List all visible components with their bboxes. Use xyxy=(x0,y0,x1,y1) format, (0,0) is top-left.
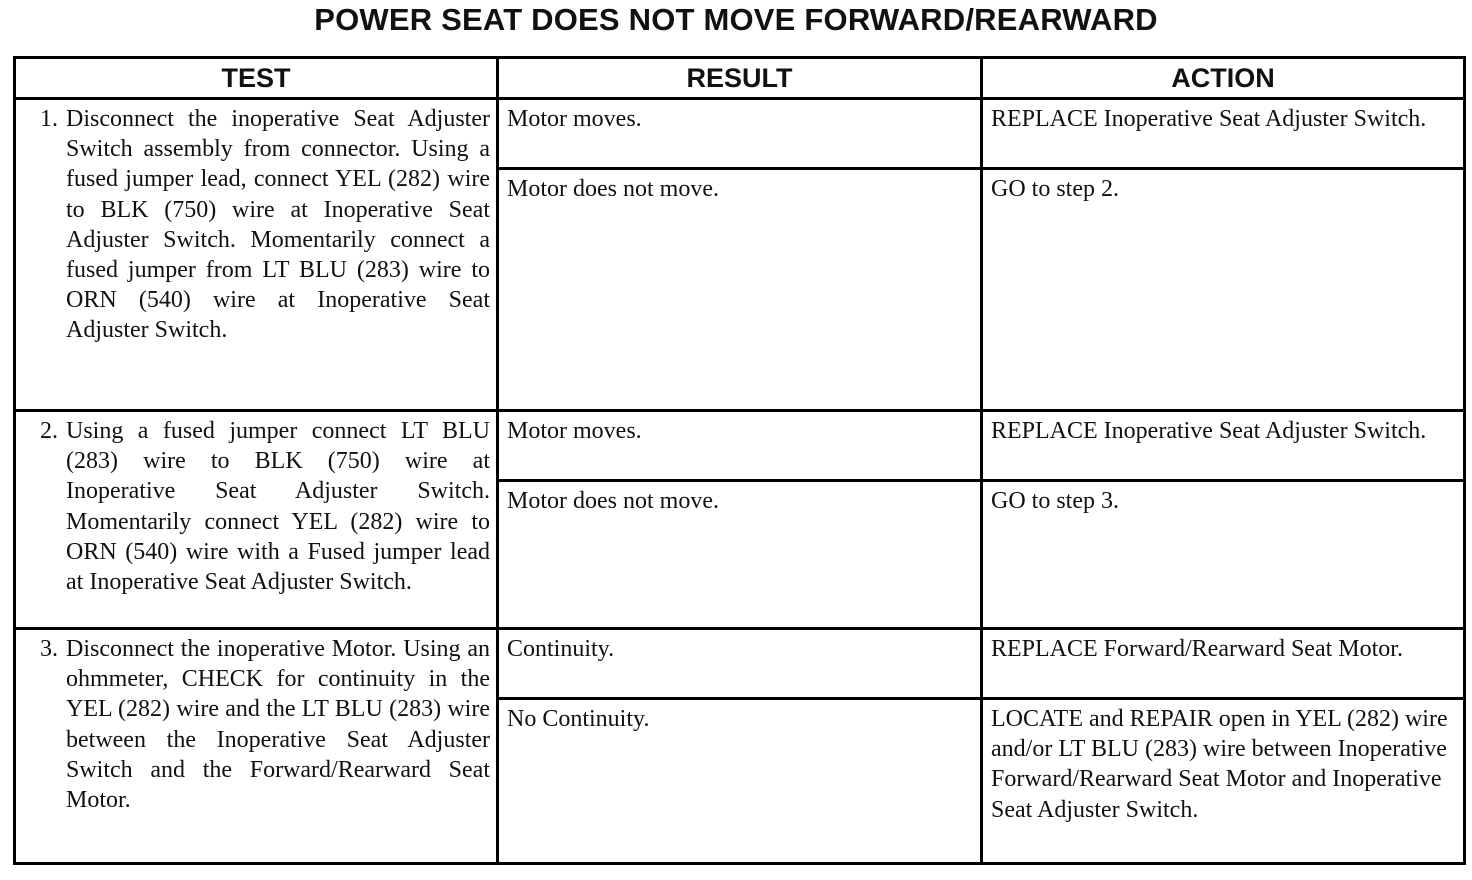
result-cell: Motor does not move. xyxy=(498,169,982,411)
result-cell: Motor does not move. xyxy=(498,481,982,629)
test-text: Using a fused jumper connect LT BLU (283) wire to BLK (750) wire at Inoperative Seat Adjuster Switch. Momentarily connect YEL (282) wire to ORN (540) wire with a Fused jumper lead at Inoperative Seat Adjuster Switch. xyxy=(66,418,490,596)
header-action: ACTION xyxy=(982,58,1465,99)
table-row xyxy=(15,99,1465,169)
result-cell: Motor moves. xyxy=(498,99,982,169)
test-cell xyxy=(15,99,498,411)
action-cell: LOCATE and REPAIR open in YEL (282) wire and/or LT BLU (283) wire between Inoperative Forward/Rearward Seat Motor and Inoperative Seat Adjuster Switch. xyxy=(982,699,1465,864)
header-result: RESULT xyxy=(498,58,982,99)
table-row xyxy=(15,629,1465,699)
diagnostic-table xyxy=(13,56,1466,865)
test-cell xyxy=(15,629,498,864)
action-cell: GO to step 2. xyxy=(982,169,1465,411)
header-test: TEST xyxy=(15,58,498,99)
page-title: POWER SEAT DOES NOT MOVE FORWARD/REARWARD xyxy=(314,2,1158,37)
test-cell xyxy=(15,411,498,629)
test-text: Disconnect the inoperative Motor. Using an ohmmeter, CHECK for continuity in the YEL (282) wire and the LT BLU (283) wire between the Inoperative Seat Adjuster Switch and the Forward/Rearward Seat Motor. xyxy=(66,636,490,814)
result-cell: No Continuity. xyxy=(498,699,982,864)
action-cell: GO to step 3. xyxy=(982,481,1465,629)
table-row xyxy=(15,411,1465,481)
result-cell: Motor moves. xyxy=(498,411,982,481)
step-number: 1. xyxy=(40,106,58,132)
action-cell: REPLACE Inoperative Seat Adjuster Switch. xyxy=(982,411,1465,481)
header-row xyxy=(15,58,1465,99)
step-number: 3. xyxy=(40,636,58,662)
action-cell: REPLACE Inoperative Seat Adjuster Switch. xyxy=(982,99,1465,169)
step-number: 2. xyxy=(40,418,58,444)
result-cell: Continuity. xyxy=(498,629,982,699)
test-text: Disconnect the inoperative Seat Adjuster Switch assembly from connector. Using a fused jumper lead, connect YEL (282) wire to BLK (750) wire at Inoperative Seat Adjuster Switch. Momentarily connect a fused jumper from LT BLU (283) wire to ORN (540) wire at Inoperative Seat Adjuster Switch. xyxy=(66,106,490,344)
action-cell: REPLACE Forward/Rearward Seat Motor. xyxy=(982,629,1465,699)
